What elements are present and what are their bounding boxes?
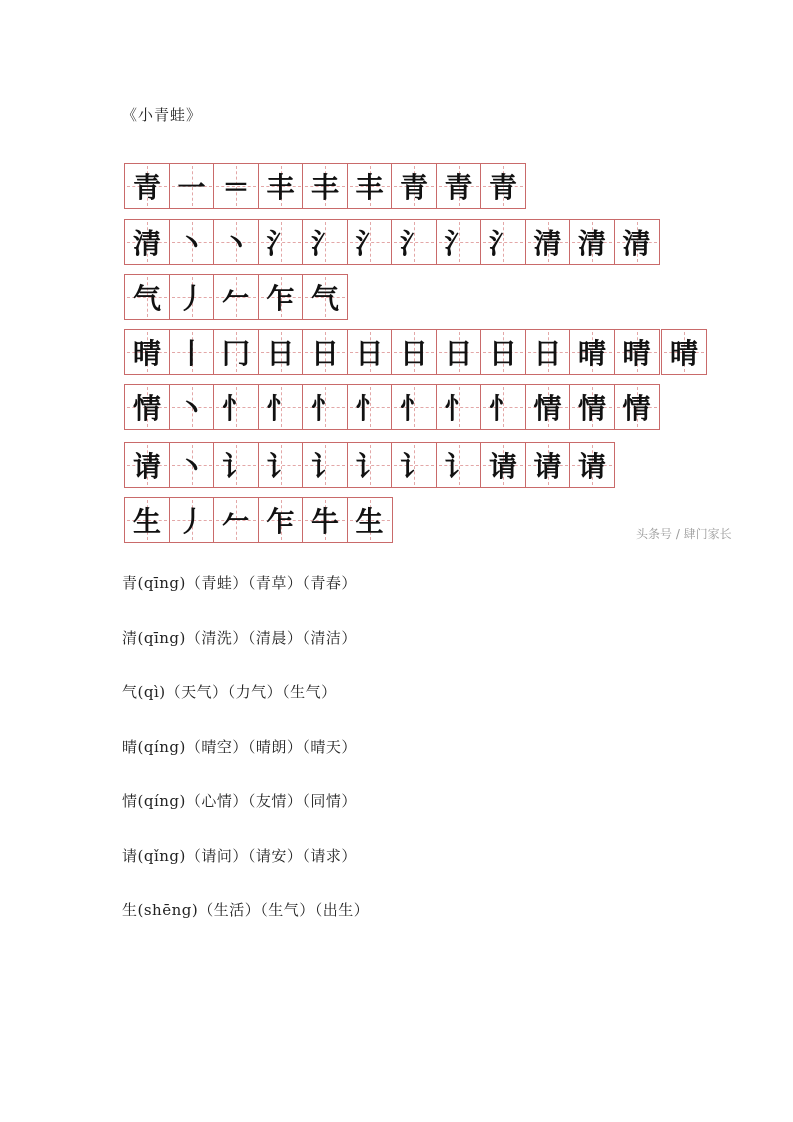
stroke-cell: 日 xyxy=(258,329,304,375)
stroke-cell: 氵 xyxy=(258,219,304,265)
page-title: 《小青蛙》 xyxy=(122,106,203,124)
stroke-cell: 讠 xyxy=(258,442,304,488)
stroke-cell: 氵 xyxy=(302,219,348,265)
stroke-cell: 青 xyxy=(391,163,437,209)
stroke-cell: 氵 xyxy=(391,219,437,265)
stroke-cell: 晴 xyxy=(124,329,170,375)
vocab-line: 气(qì)（天气）（力气）（生气） xyxy=(122,683,337,701)
stroke-cell: 忄 xyxy=(347,384,393,430)
stroke-row-qing-please xyxy=(124,442,614,488)
stroke-cell: 讠 xyxy=(302,442,348,488)
stroke-row-qing-feeling xyxy=(124,384,658,430)
stroke-cell: 请 xyxy=(480,442,526,488)
stroke-cell: 讠 xyxy=(436,442,482,488)
vocab-line: 请(qǐng)（请问）（请安）（请求） xyxy=(122,846,357,865)
stroke-cell: 清 xyxy=(525,219,571,265)
stroke-cell: 一 xyxy=(169,163,215,209)
stroke-cell: 丶 xyxy=(169,442,215,488)
stroke-cell: 丰 xyxy=(302,163,348,209)
stroke-cell: 氵 xyxy=(436,219,482,265)
stroke-cell: 生 xyxy=(347,497,393,543)
stroke-cell: 情 xyxy=(569,384,615,430)
stroke-row-qing-sunny xyxy=(124,329,706,375)
stroke-cell: 𠂉 xyxy=(213,497,259,543)
stroke-cell: 青 xyxy=(436,163,482,209)
stroke-cell: 氵 xyxy=(347,219,393,265)
stroke-cell: 晴 xyxy=(569,329,615,375)
stroke-cell: 忄 xyxy=(391,384,437,430)
stroke-cell: 气 xyxy=(124,274,170,320)
stroke-cell: 日 xyxy=(525,329,571,375)
stroke-cell: 忄 xyxy=(480,384,526,430)
stroke-cell: ＝ xyxy=(213,163,259,209)
vocab-line: 晴(qíng)（晴空）（晴朗）（晴天） xyxy=(122,737,357,756)
stroke-cell: 情 xyxy=(525,384,571,430)
stroke-cell: 丰 xyxy=(258,163,304,209)
vocab-line: 情(qíng)（心情）（友情）（同情） xyxy=(122,792,357,810)
stroke-cell: 丶 xyxy=(213,219,259,265)
stroke-cell: 乍 xyxy=(258,497,304,543)
stroke-row-sheng xyxy=(124,497,391,543)
stroke-cell: 青 xyxy=(480,163,526,209)
stroke-cell: 清 xyxy=(569,219,615,265)
stroke-cell: 情 xyxy=(614,384,660,430)
vocab-list xyxy=(122,572,369,954)
stroke-cell: 晴 xyxy=(614,329,660,375)
stroke-cell: 日 xyxy=(480,329,526,375)
stroke-cell: 乍 xyxy=(258,274,304,320)
stroke-cell: 讠 xyxy=(391,442,437,488)
watermark: 头条号 / 肆门家长 xyxy=(636,527,732,541)
stroke-cell: 丿 xyxy=(169,497,215,543)
stroke-cell: 气 xyxy=(302,274,348,320)
stroke-cell: 日 xyxy=(391,329,437,375)
stroke-cell: 丿 xyxy=(169,274,215,320)
stroke-cell: 请 xyxy=(124,442,170,488)
stroke-cell: 忄 xyxy=(302,384,348,430)
stroke-cell: 忄 xyxy=(436,384,482,430)
stroke-cell: 情 xyxy=(124,384,170,430)
stroke-cell: 丶 xyxy=(169,384,215,430)
stroke-cell: 讠 xyxy=(347,442,393,488)
stroke-cell: 请 xyxy=(569,442,615,488)
stroke-cell: 晴 xyxy=(661,329,707,375)
stroke-cell: 请 xyxy=(525,442,571,488)
stroke-cell: 丨 xyxy=(169,329,215,375)
vocab-line: 清(qīng)（清洗）（清晨）（清洁） xyxy=(122,628,357,647)
stroke-row-qing-clear xyxy=(124,219,658,265)
stroke-cell: 生 xyxy=(124,497,170,543)
stroke-cell: 青 xyxy=(124,163,170,209)
stroke-row-qi xyxy=(124,274,347,320)
vocab-line: 青(qīng)（青蛙）（青草）（青春） xyxy=(122,574,357,592)
stroke-cell: 清 xyxy=(124,219,170,265)
stroke-cell: 忄 xyxy=(213,384,259,430)
stroke-cell: 讠 xyxy=(213,442,259,488)
stroke-order-grid xyxy=(124,163,764,548)
stroke-cell: 日 xyxy=(302,329,348,375)
stroke-cell: 牛 xyxy=(302,497,348,543)
stroke-cell: 清 xyxy=(614,219,660,265)
stroke-cell: 丶 xyxy=(169,219,215,265)
stroke-cell: 日 xyxy=(436,329,482,375)
stroke-cell: 丰 xyxy=(347,163,393,209)
stroke-cell: 𠂉 xyxy=(213,274,259,320)
stroke-cell: 忄 xyxy=(258,384,304,430)
stroke-cell: 日 xyxy=(347,329,393,375)
vocab-line: 生(shēng)（生活）（生气）（出生） xyxy=(122,901,370,919)
stroke-cell: 氵 xyxy=(480,219,526,265)
stroke-row-qing xyxy=(124,163,525,209)
stroke-cell: 冂 xyxy=(213,329,259,375)
